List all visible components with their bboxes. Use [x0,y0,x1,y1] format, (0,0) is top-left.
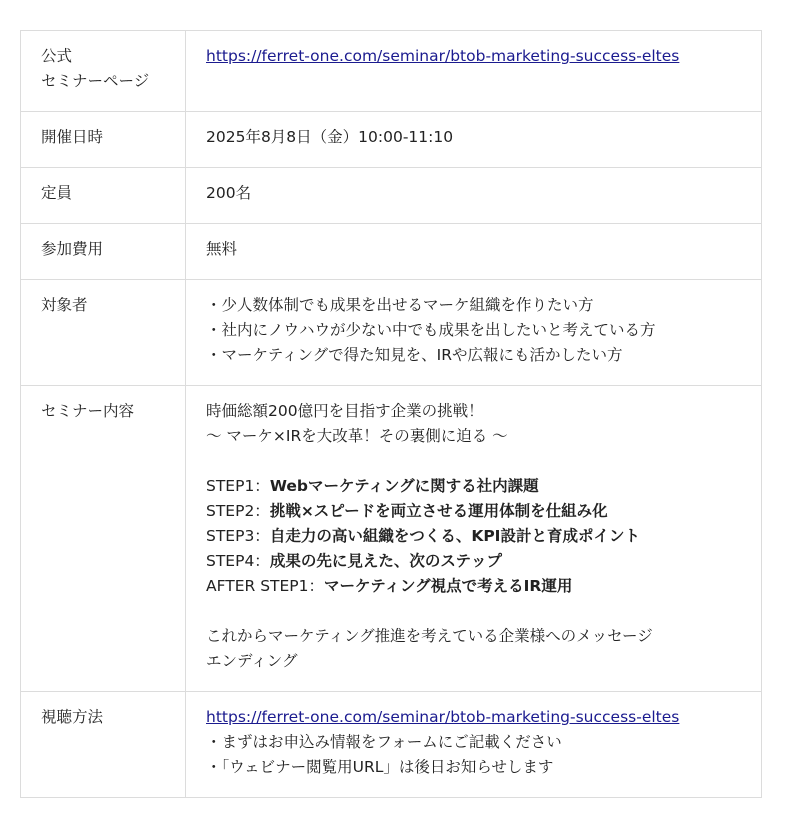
step-title: 自走力の高い組織をつくる、KPI設計と育成ポイント [269,527,640,545]
row-label-target [21,280,186,386]
step-prefix: STEP1： [206,477,270,495]
step-item [206,474,741,499]
date-value: 2025年8月8日（金）10:00-11:10 [206,128,454,146]
list-item: ・「ウェビナー閲覧用URL」は後日お知らせします [206,758,554,776]
table-row-seminar-page [21,31,762,112]
row-value-fee [186,224,762,280]
step-prefix: AFTER STEP1： [206,577,325,595]
list-item: ・マーケティングで得た知見を、IRや広報にも活かしたい方 [206,346,623,364]
seminar-info-table [20,30,762,798]
capacity-value: 200名 [206,184,252,202]
step-title: 挑戦×スピードを両立させる運用体制を仕組み化 [269,502,608,520]
step-item [206,524,741,549]
list-item: ・まずはお申込み情報をフォームにご記載ください [206,733,562,751]
content-outro: これからマーケティング推進を考えている企業様へのメッセージ [206,627,653,645]
row-label-content [21,386,186,692]
label-text: 公式 [41,47,73,65]
label-text: 対象者 [41,296,88,314]
table-row-viewing [21,692,762,798]
list-item: ・少人数体制でも成果を出せるマーケ組織を作りたい方 [206,296,594,314]
table-row-target [21,280,762,386]
label-text: セミナーページ [41,72,150,90]
seminar-info [20,30,762,798]
row-label-seminar-page [21,31,186,112]
step-prefix: STEP2： [206,502,270,520]
row-label-date [21,112,186,168]
label-text: 定員 [41,184,73,202]
spacer [206,449,741,474]
table-row-fee [21,224,762,280]
row-value-viewing [186,692,762,798]
label-text: 参加費用 [41,240,104,258]
step-prefix: STEP3： [206,527,270,545]
step-item [206,574,741,599]
row-value-target [186,280,762,386]
label-text: 視聴方法 [41,708,104,726]
content-subtitle: ～ マーケ×IRを大改革！その裏側に迫る ～ [206,427,508,445]
row-label-viewing [21,692,186,798]
label-text: セミナー内容 [41,402,135,420]
step-prefix: STEP4： [206,552,270,570]
row-label-capacity [21,168,186,224]
seminar-page-link[interactable]: https://ferret-one.com/seminar/btob-marketing-success-eltes [206,47,680,65]
table-row-capacity [21,168,762,224]
step-item [206,549,741,574]
row-label-fee [21,224,186,280]
row-value-seminar-page [186,31,762,112]
content-intro: 時価総額200億円を目指す企業の挑戦！ [206,402,484,420]
step-item [206,499,741,524]
fee-value: 無料 [206,240,238,258]
step-title: 成果の先に見えた、次のステップ [269,552,503,570]
row-value-capacity [186,168,762,224]
spacer [206,599,741,624]
row-value-date [186,112,762,168]
table-row-date [21,112,762,168]
step-title: マーケティング視点で考えるIR運用 [324,577,573,595]
row-value-content [186,386,762,692]
viewing-link[interactable]: https://ferret-one.com/seminar/btob-marketing-success-eltes [206,708,680,726]
label-text: 開催日時 [41,128,104,146]
step-title: Webマーケティングに関する社内課題 [269,477,539,495]
list-item: ・社内にノウハウが少ない中でも成果を出したいと考えている方 [206,321,656,339]
content-ending: エンディング [206,652,298,670]
table-row-content [21,386,762,692]
